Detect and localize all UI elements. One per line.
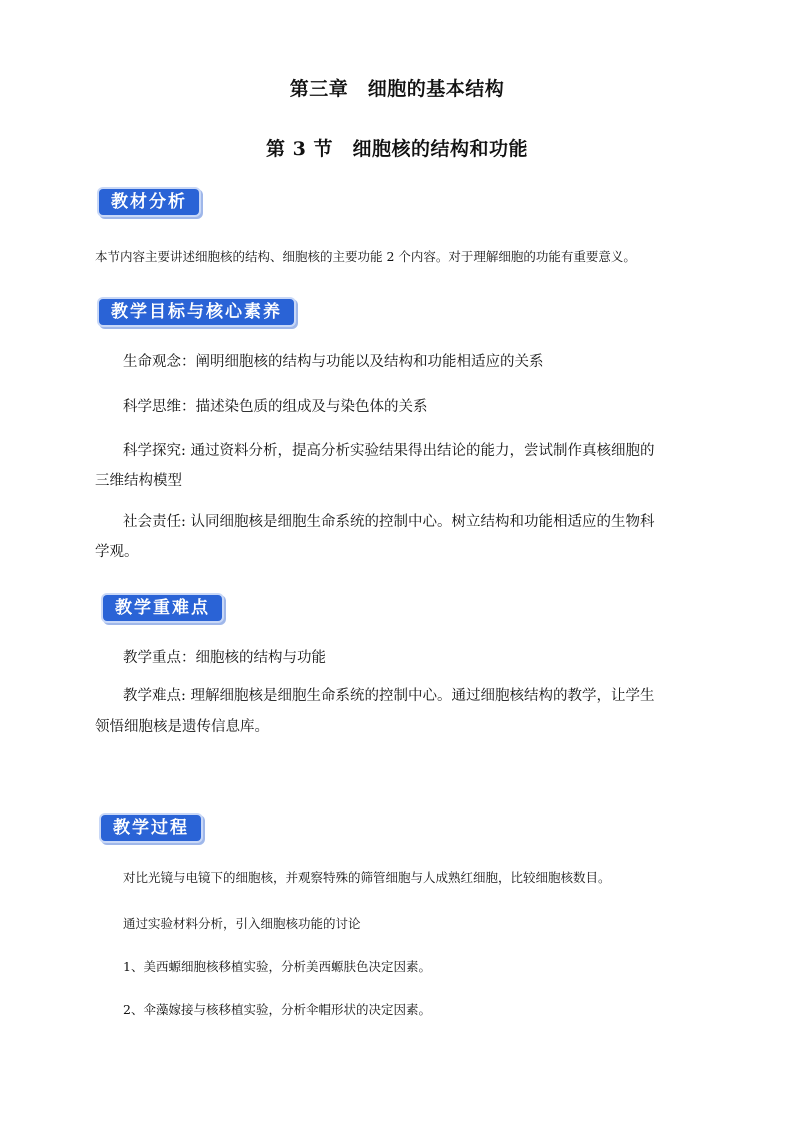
process-item: 对比光镜与电镜下的细胞核，并观察特殊的筛管细胞与人成熟红细胞，比较细胞核数目。 <box>123 870 611 885</box>
key-point-difficulty: 教学难点: 理解细胞核是细胞生命系统的控制中心。通过细胞核结构的教学，让学生 <box>123 688 655 704</box>
objective-social-responsibility: 社会责任: 认同细胞核是细胞生命系统的控制中心。树立结构和功能相适应的生物科 <box>123 514 655 530</box>
key-point-difficulty-cont: 领悟细胞核是遗传信息库。 <box>95 719 269 735</box>
objectives-badge: 教学目标与核心素养 <box>99 299 294 325</box>
analysis-text: 本节内容主要讲述细胞核的结构、细胞核的主要功能 2 个内容。对于理解细胞的功能有重要意义。 <box>95 249 636 264</box>
objective-life-concept: 生命观念：阐明细胞核的结构与功能以及结构和功能相适应的关系 <box>123 354 544 370</box>
process-item: 通过实验材料分析，引入细胞核功能的讨论 <box>123 916 361 931</box>
objective-scientific-thinking: 科学思维：描述染色质的组成及与染色体的关系 <box>123 399 428 415</box>
key-point-focus: 教学重点：细胞核的结构与功能 <box>123 650 326 666</box>
process-item: 1、美西螈细胞核移植实验，分析美西螈肤色决定因素。 <box>123 959 431 974</box>
process-badge: 教学过程 <box>101 815 201 841</box>
objective-scientific-inquiry-cont: 三维结构模型 <box>95 473 182 489</box>
chapter-title: 第三章 细胞的基本结构 <box>289 78 505 100</box>
section-title: 第 3 节 细胞核的结构和功能 <box>266 138 528 160</box>
analysis-badge: 教材分析 <box>99 189 199 215</box>
objective-social-responsibility-cont: 学观。 <box>95 544 139 560</box>
process-item: 2、伞藻嫁接与核移植实验，分析伞帽形状的决定因素。 <box>123 1002 431 1017</box>
key-points-badge: 教学重难点 <box>103 595 222 621</box>
objective-scientific-inquiry: 科学探究: 通过资料分析，提高分析实验结果得出结论的能力，尝试制作真核细胞的 <box>123 443 655 459</box>
